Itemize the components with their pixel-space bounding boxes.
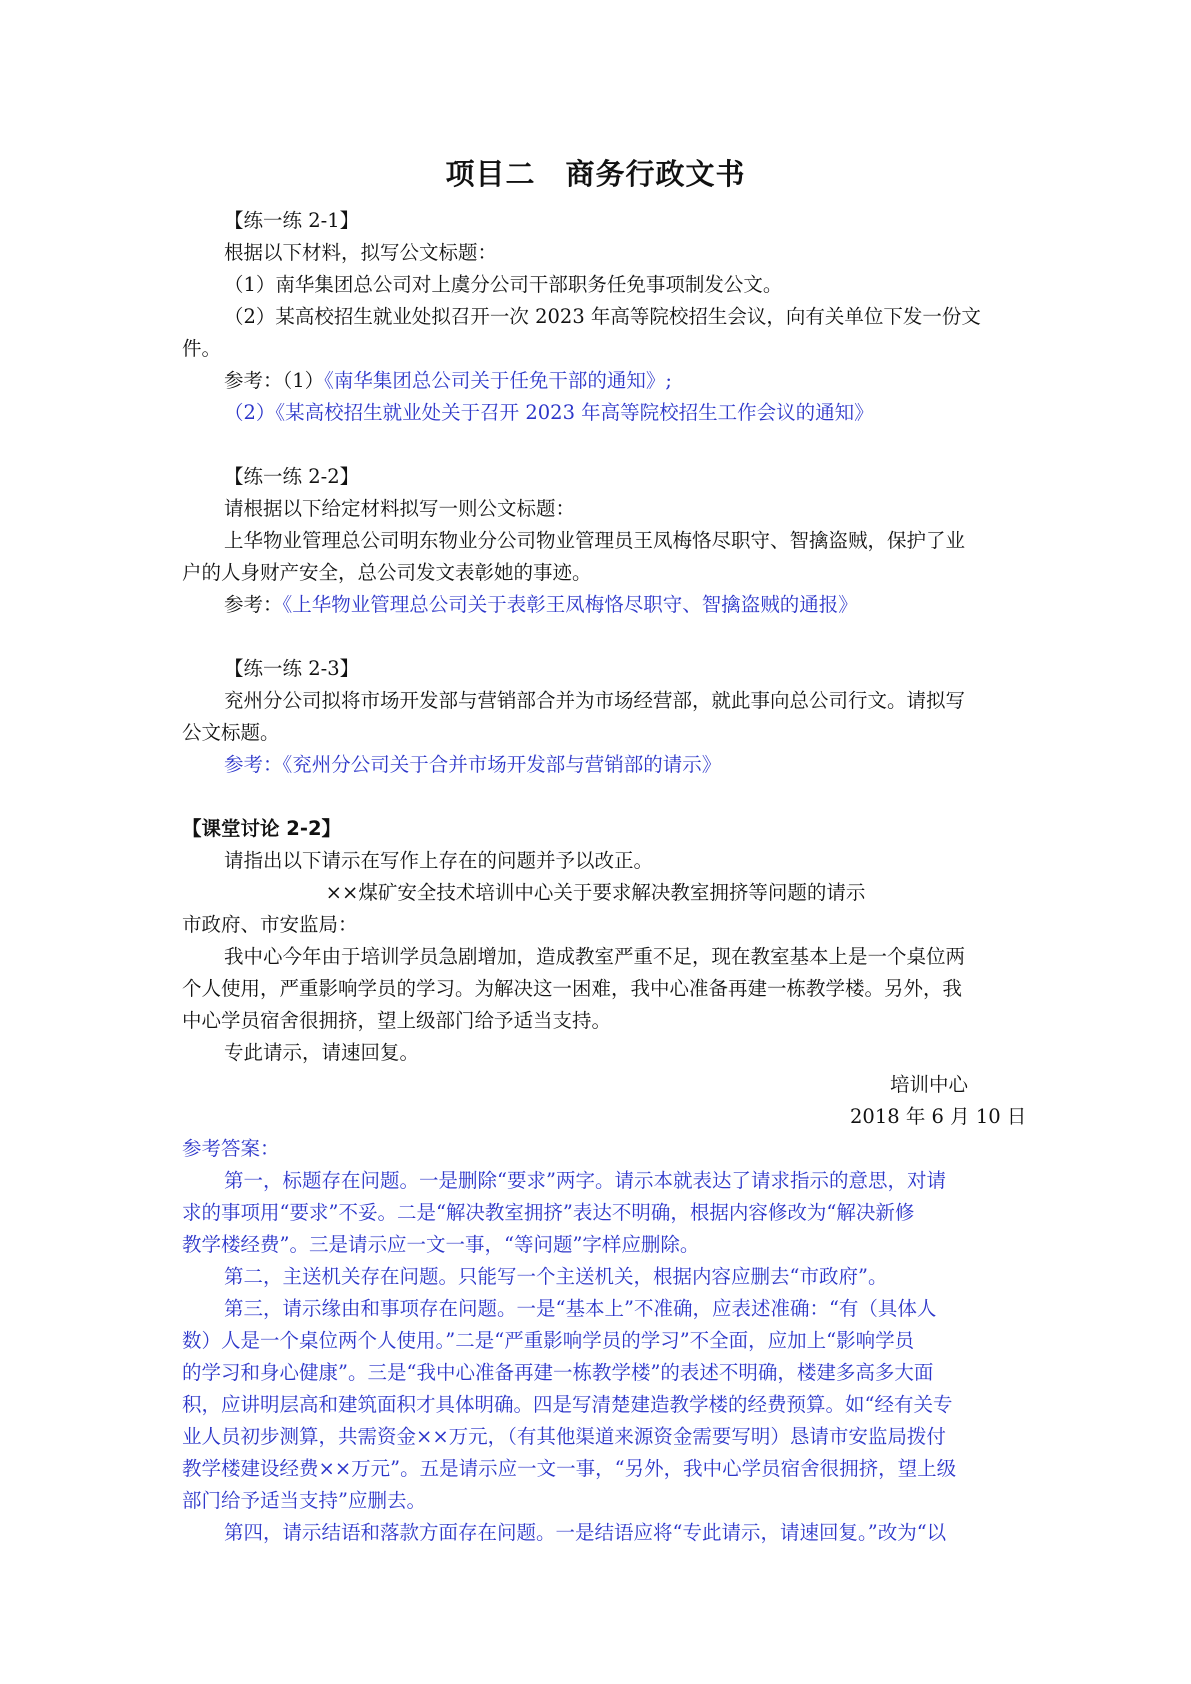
request-recipient: 市政府、市安监局：	[182, 913, 358, 936]
reference-label: 参考：	[224, 593, 283, 616]
exercise-2-3-reference: 参考：《兖州分公司关于合并市场开发部与营销部的请示》	[224, 753, 722, 776]
exercise-2-3-material-cont: 公文标题。	[182, 721, 280, 744]
exercise-2-2-reference	[224, 590, 858, 620]
page-title: 项目二 商务行政文书	[445, 157, 746, 191]
request-body-line-2: 个人使用，严重影响学员的学习。为解决这一困难，我中心准备再建一栋教学楼。另外，我	[182, 977, 963, 1000]
exercise-2-1-heading: 【练一练 2-1】	[224, 209, 360, 232]
exercise-2-1-item-1: （1）南华集团总公司对上虞分公司干部职务任免事项制发公文。	[224, 273, 783, 296]
exercise-2-3-heading: 【练一练 2-3】	[224, 657, 360, 680]
answer-line: 第四，请示结语和落款方面存在问题。一是结语应将“专此请示，请速回复。”改为“以	[224, 1521, 947, 1544]
exercise-2-1-item-2-cont: 件。	[182, 337, 222, 360]
request-closing: 专此请示，请速回复。	[224, 1041, 420, 1064]
request-date: 2018 年 6 月 10 日	[850, 1105, 1027, 1128]
exercise-2-1-item-2: （2）某高校招生就业处拟召开一次 2023 年高等院校招生会议，向有关单位下发一份文	[224, 305, 981, 328]
answer-line: 求的事项用“要求”不妥。二是“解决教室拥挤”表达不明确，根据内容修改为“解决新修	[182, 1201, 915, 1224]
exercise-2-2-material-cont: 户的人身财产安全，总公司发文表彰她的事迹。	[182, 561, 592, 584]
discussion-heading: 【课堂讨论 2-2】	[182, 817, 342, 840]
discussion-intro: 请指出以下请示在写作上存在的问题并予以改正。	[224, 849, 654, 872]
answer-line: 的学习和身心健康”。三是“我中心准备再建一栋教学楼”的表述不明确，楼建多高多大面	[182, 1361, 934, 1384]
exercise-2-1-reference	[224, 366, 672, 396]
answer-line: 第一，标题存在问题。一是删除“要求”两字。请示本就表达了请求指示的意思，对请	[224, 1169, 946, 1192]
exercise-2-1-intro: 根据以下材料，拟写公文标题：	[224, 241, 498, 264]
answer-line: 数）人是一个桌位两个人使用。”二是“严重影响学员的学习”不全面，应加上“影响学员	[182, 1329, 915, 1352]
answer-line: 业人员初步测算，共需资金××万元，（有其他渠道来源资金需要写明）恳请市安监局拨付	[182, 1425, 946, 1448]
answer-line: 部门给予适当支持”应删去。	[182, 1489, 426, 1512]
exercise-2-1-reference-2: （2）《某高校招生就业处关于召开 2023 年高等院校招生工作会议的通知》	[224, 401, 874, 424]
answer-line: 教学楼经费”。三是请示应一文一事，“等问题”字样应删除。	[182, 1233, 700, 1256]
answer-line: 第二，主送机关存在问题。只能写一个主送机关，根据内容应删去“市政府”。	[224, 1265, 888, 1288]
answer-line: 教学楼建设经费××万元”。五是请示应一文一事，“另外，我中心学员宿舍很拥挤，望上级	[182, 1457, 957, 1480]
answer-line: 积，应讲明层高和建筑面积才具体明确。四是写清楚建造教学楼的经费预算。如“经有关专	[182, 1393, 953, 1416]
exercise-2-2-intro: 请根据以下给定材料拟写一则公文标题：	[224, 497, 576, 520]
answer-label: 参考答案：	[182, 1137, 280, 1160]
reference-answer: 《上华物业管理总公司关于表彰王凤梅恪尽职守、智擒盗贼的通报》	[282, 593, 858, 616]
exercise-2-2-heading: 【练一练 2-2】	[224, 465, 360, 488]
request-signature: 培训中心	[890, 1073, 969, 1096]
request-body-line-3: 中心学员宿舍很拥挤，望上级部门给予适当支持。	[182, 1009, 612, 1032]
request-doc-title: ××煤矿安全技术培训中心关于要求解决教室拥挤等问题的请示	[325, 881, 866, 904]
reference-label: 参考：（1）	[224, 369, 325, 392]
request-body-line-1: 我中心今年由于培训学员急剧增加，造成教室严重不足，现在教室基本上是一个桌位两	[224, 945, 966, 968]
exercise-2-3-material: 兖州分公司拟将市场开发部与营销部合并为市场经营部，就此事向总公司行文。请拟写	[224, 689, 966, 712]
answer-line: 第三，请示缘由和事项存在问题。一是“基本上”不准确，应表述准确：“有（具体人	[224, 1297, 937, 1320]
exercise-2-2-material: 上华物业管理总公司明东物业分公司物业管理员王凤梅恪尽职守、智擒盗贼，保护了业	[224, 529, 966, 552]
reference-answer-1: 《南华集团总公司关于任免干部的通知》;	[324, 369, 672, 392]
